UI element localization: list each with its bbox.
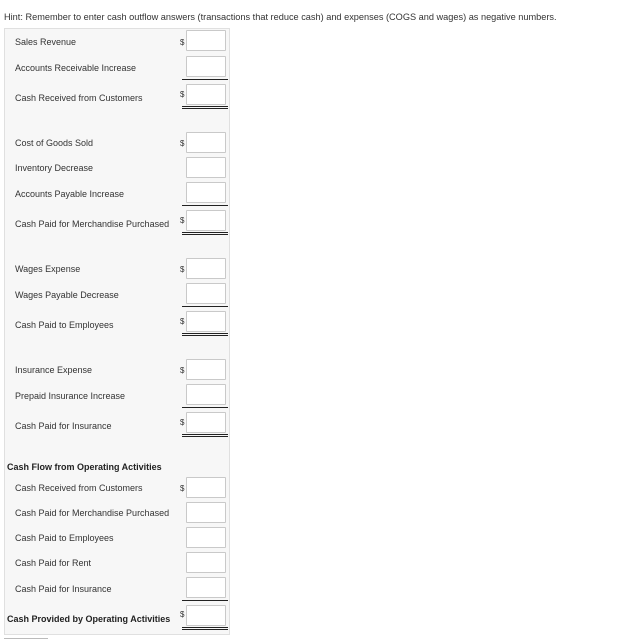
section-title-operating: Cash Flow from Operating Activities — [7, 462, 162, 472]
bottom-edge-tab — [4, 638, 48, 642]
ar-increase-input[interactable] — [186, 56, 226, 77]
double-rule-bottom — [182, 436, 228, 437]
currency-symbol: $ — [180, 38, 185, 47]
label-summary-customers: Cash Received from Customers — [15, 483, 143, 493]
prepaid-insurance-increase-input[interactable] — [186, 384, 226, 405]
label-insurance-expense: Insurance Expense — [15, 365, 93, 375]
wages-payable-decrease-input[interactable] — [186, 283, 226, 304]
currency-symbol: $ — [180, 317, 185, 326]
label-inventory-decrease: Inventory Decrease — [15, 163, 94, 173]
cash-to-employees-input[interactable] — [186, 311, 226, 332]
label-sales-revenue: Sales Revenue — [15, 37, 77, 47]
label-cash-from-customers: Cash Received from Customers — [15, 93, 143, 103]
currency-symbol: $ — [180, 610, 185, 619]
label-cogs: Cost of Goods Sold — [15, 138, 94, 148]
label-ar-increase: Accounts Receivable Increase — [15, 63, 137, 73]
double-rule-top — [182, 434, 228, 435]
label-summary-total: Cash Provided by Operating Activities — [7, 614, 171, 624]
sales-revenue-input[interactable] — [186, 30, 226, 51]
currency-symbol: $ — [180, 216, 185, 225]
double-rule-bottom — [182, 629, 228, 630]
currency-symbol: $ — [180, 265, 185, 274]
subtotal-rule — [182, 306, 228, 307]
label-cash-for-merchandise: Cash Paid for Merchandise Purchased — [15, 219, 170, 229]
double-rule-top — [182, 333, 228, 334]
cash-for-merchandise-input[interactable] — [186, 210, 226, 231]
subtotal-rule — [182, 205, 228, 206]
hint-text: Hint: Remember to enter cash outflow answers (transactions that reduce cash) and expenses (COGS and wages) as negative numbers. — [4, 12, 557, 22]
insurance-expense-input[interactable] — [186, 359, 226, 380]
currency-symbol: $ — [180, 366, 185, 375]
label-summary-merchandise: Cash Paid for Merchandise Purchased — [15, 508, 170, 518]
wages-expense-input[interactable] — [186, 258, 226, 279]
subtotal-rule — [182, 600, 228, 601]
label-summary-insurance: Cash Paid for Insurance — [15, 584, 112, 594]
label-cash-to-employees: Cash Paid to Employees — [15, 320, 114, 330]
inventory-decrease-input[interactable] — [186, 157, 226, 178]
ap-increase-input[interactable] — [186, 182, 226, 203]
currency-symbol: $ — [180, 418, 185, 427]
summary-rent-input[interactable] — [186, 552, 226, 573]
summary-total-input[interactable] — [186, 605, 226, 626]
summary-employees-input[interactable] — [186, 527, 226, 548]
currency-symbol: $ — [180, 90, 185, 99]
label-cash-for-insurance: Cash Paid for Insurance — [15, 421, 112, 431]
label-ap-increase: Accounts Payable Increase — [15, 189, 125, 199]
label-wages-expense: Wages Expense — [15, 264, 81, 274]
double-rule-bottom — [182, 108, 228, 109]
summary-merchandise-input[interactable] — [186, 502, 226, 523]
label-summary-rent: Cash Paid for Rent — [15, 558, 92, 568]
double-rule-top — [182, 627, 228, 628]
cash-from-customers-input[interactable] — [186, 84, 226, 105]
label-prepaid-insurance-increase: Prepaid Insurance Increase — [15, 391, 126, 401]
double-rule-top — [182, 232, 228, 233]
double-rule-bottom — [182, 234, 228, 235]
double-rule-top — [182, 106, 228, 107]
subtotal-rule — [182, 407, 228, 408]
cogs-input[interactable] — [186, 132, 226, 153]
cash-for-insurance-input[interactable] — [186, 412, 226, 433]
double-rule-bottom — [182, 335, 228, 336]
summary-insurance-input[interactable] — [186, 577, 226, 598]
currency-symbol: $ — [180, 139, 185, 148]
label-wages-payable-decrease: Wages Payable Decrease — [15, 290, 119, 300]
summary-customers-input[interactable] — [186, 477, 226, 498]
label-summary-employees: Cash Paid to Employees — [15, 533, 114, 543]
currency-symbol: $ — [180, 484, 185, 493]
subtotal-rule — [182, 79, 228, 80]
